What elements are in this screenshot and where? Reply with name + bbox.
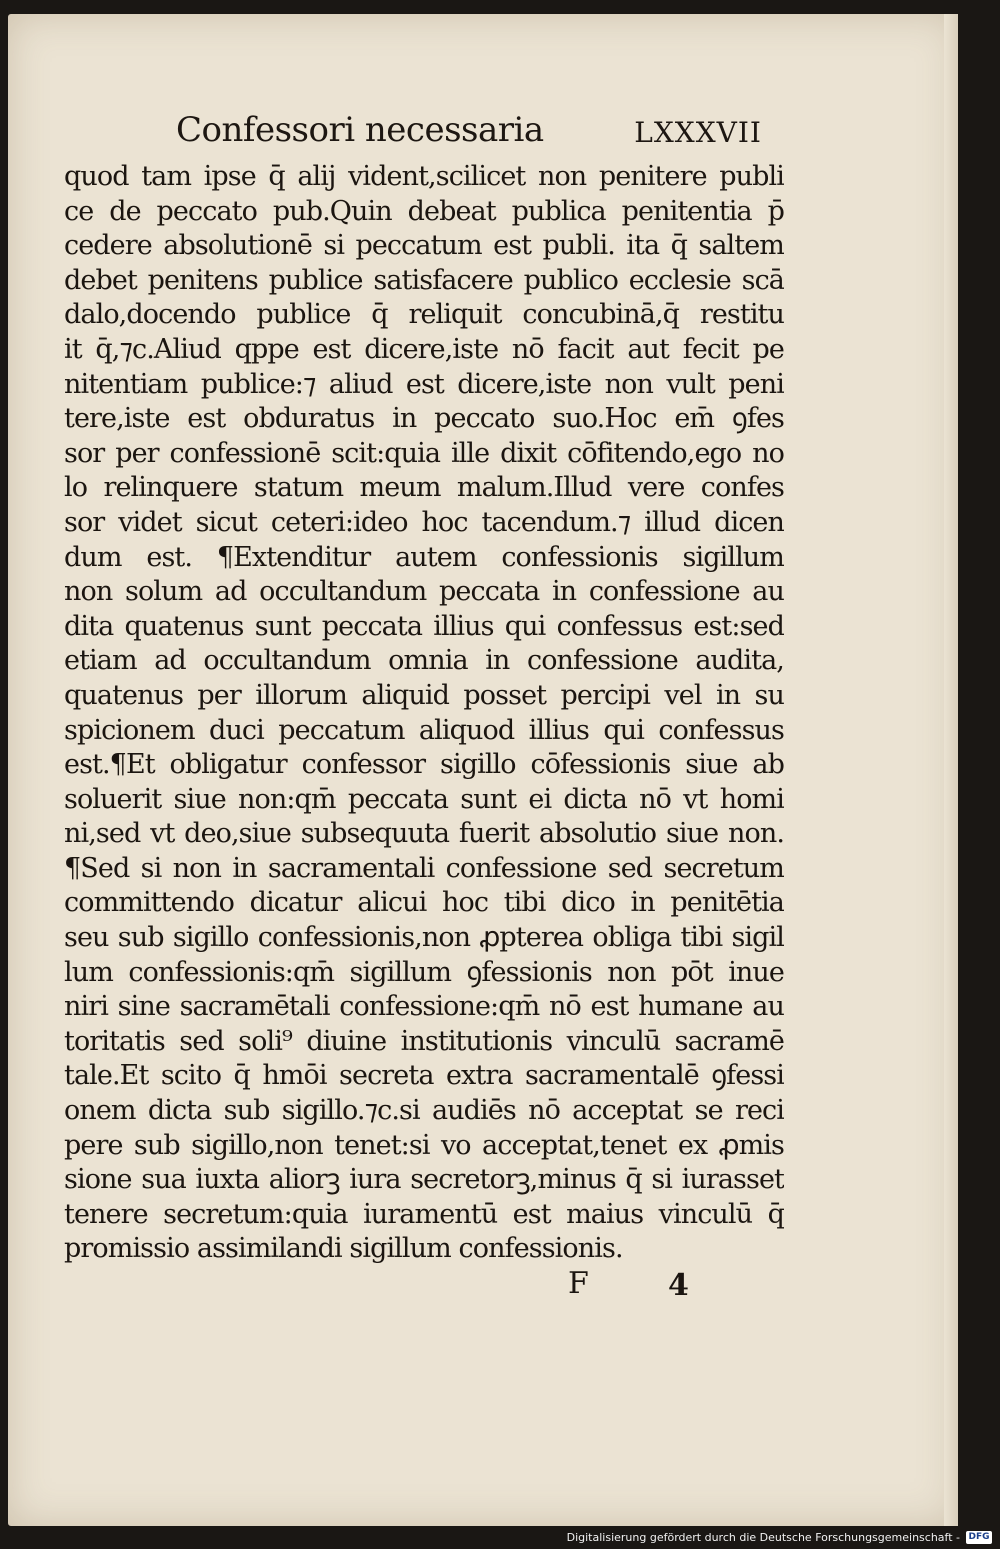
text-line: soluerit siue non:qm̄ peccata sunt ei dicta nō vt homi — [64, 783, 784, 815]
text-line: sor per confessionē scit:quia ille dixit cōfitendo,ego no — [64, 437, 784, 469]
text-line: ce de peccato pub.Quin debeat publica penitentia p̄ — [64, 195, 784, 227]
text-line: debet penitens publice satisfacere publico ecclesie scā — [64, 264, 784, 296]
folio-number: LXXXVII — [634, 116, 762, 149]
running-title: Confessori necessaria — [176, 110, 544, 150]
text-line: promissio assimilandi sigillum confessionis. — [64, 1233, 623, 1265]
text-line: dum est. ¶Extenditur autem confessionis sigillum — [64, 541, 784, 573]
text-block — [64, 160, 784, 1267]
text-line: non solum ad occultandum peccata in confessione au — [64, 576, 784, 608]
text-line: dita quatenus sunt peccata illius qui confessus est:sed — [64, 610, 784, 642]
dfg-logo-icon: DFG — [966, 1531, 992, 1544]
text-line: lo relinquere statum meum malum.Illud vere confes — [64, 472, 784, 504]
text-line: tenere secretum:quia iuramentū est maius vinculū q̄ — [64, 1198, 784, 1230]
text-line: committendo dicatur alicui hoc tibi dico in penitētia — [64, 887, 784, 919]
text-line: it q̄,⁊c.Aliud qppe est dicere,iste nō facit aut fecit pe — [64, 333, 784, 365]
text-line: etiam ad occultandum omnia in confessione audita, — [64, 645, 784, 677]
text-line: pere sub sigillo,non tenet:si vo acceptat,tenet ex ꝓmis — [64, 1129, 784, 1161]
book-page — [8, 14, 958, 1526]
text-line: lum confessionis:qm̄ sigillum ꝯfessionis non pōt inue — [64, 956, 784, 988]
funding-credit: Digitalisierung gefördert durch die Deutsche Forschungsgemeinschaft - — [566, 1531, 960, 1544]
text-line: cedere absolutionē si peccatum est publi. ita q̄ saltem — [64, 230, 784, 262]
page-edge — [944, 14, 958, 1526]
text-line: tere,iste est obduratus in peccato suo.Hoc em̄ ꝯfes — [64, 403, 784, 435]
signature-mark — [568, 1266, 708, 1306]
page-header — [8, 110, 958, 160]
text-line: dalo,docendo publice q̄ reliquit concubinā,q̄ restitu — [64, 299, 784, 331]
text-line: spicionem duci peccatum aliquod illius qui confessus — [64, 714, 784, 746]
text-line: sione sua iuxta aliorꝫ iura secretorꝫ,minus q̄ si iurasset — [64, 1164, 784, 1196]
text-line: ¶Sed si non in sacramentali confessione sed secretum — [64, 852, 784, 884]
text-line: niri sine sacramētali confessione:qm̄ nō est humane au — [64, 991, 784, 1023]
text-line: onem dicta sub sigillo.⁊c.si audiēs nō acceptat se reci — [64, 1095, 784, 1127]
text-line: toritatis sed soli⁹ diuine institutionis vinculū sacramē — [64, 1025, 784, 1057]
text-line: quatenus per illorum aliquid posset percipi vel in su — [64, 679, 784, 711]
footer-bar — [0, 1527, 1000, 1549]
signature-letter: F — [568, 1266, 589, 1301]
text-line: seu sub sigillo confessionis,non ꝓpterea obliga tibi sigil — [64, 922, 784, 954]
text-line: nitentiam publice:⁊ aliud est dicere,iste non vult peni — [64, 368, 784, 400]
signature-number: 4 — [668, 1268, 689, 1303]
text-line: tale.Et scito q̄ hmōi secreta extra sacramentalē ꝯfessi — [64, 1060, 784, 1092]
text-line: quod tam ipse q̄ alij vident,scilicet non penitere publi — [64, 161, 784, 192]
text-line: est.¶Et obligatur confessor sigillo cōfessionis siue ab — [64, 749, 784, 781]
text-line: sor videt sicut ceteri:ideo hoc tacendum.⁊ illud dicen — [64, 506, 784, 538]
text-line: ni,sed vt deo,siue subsequuta fuerit absolutio siue non. — [64, 818, 784, 850]
